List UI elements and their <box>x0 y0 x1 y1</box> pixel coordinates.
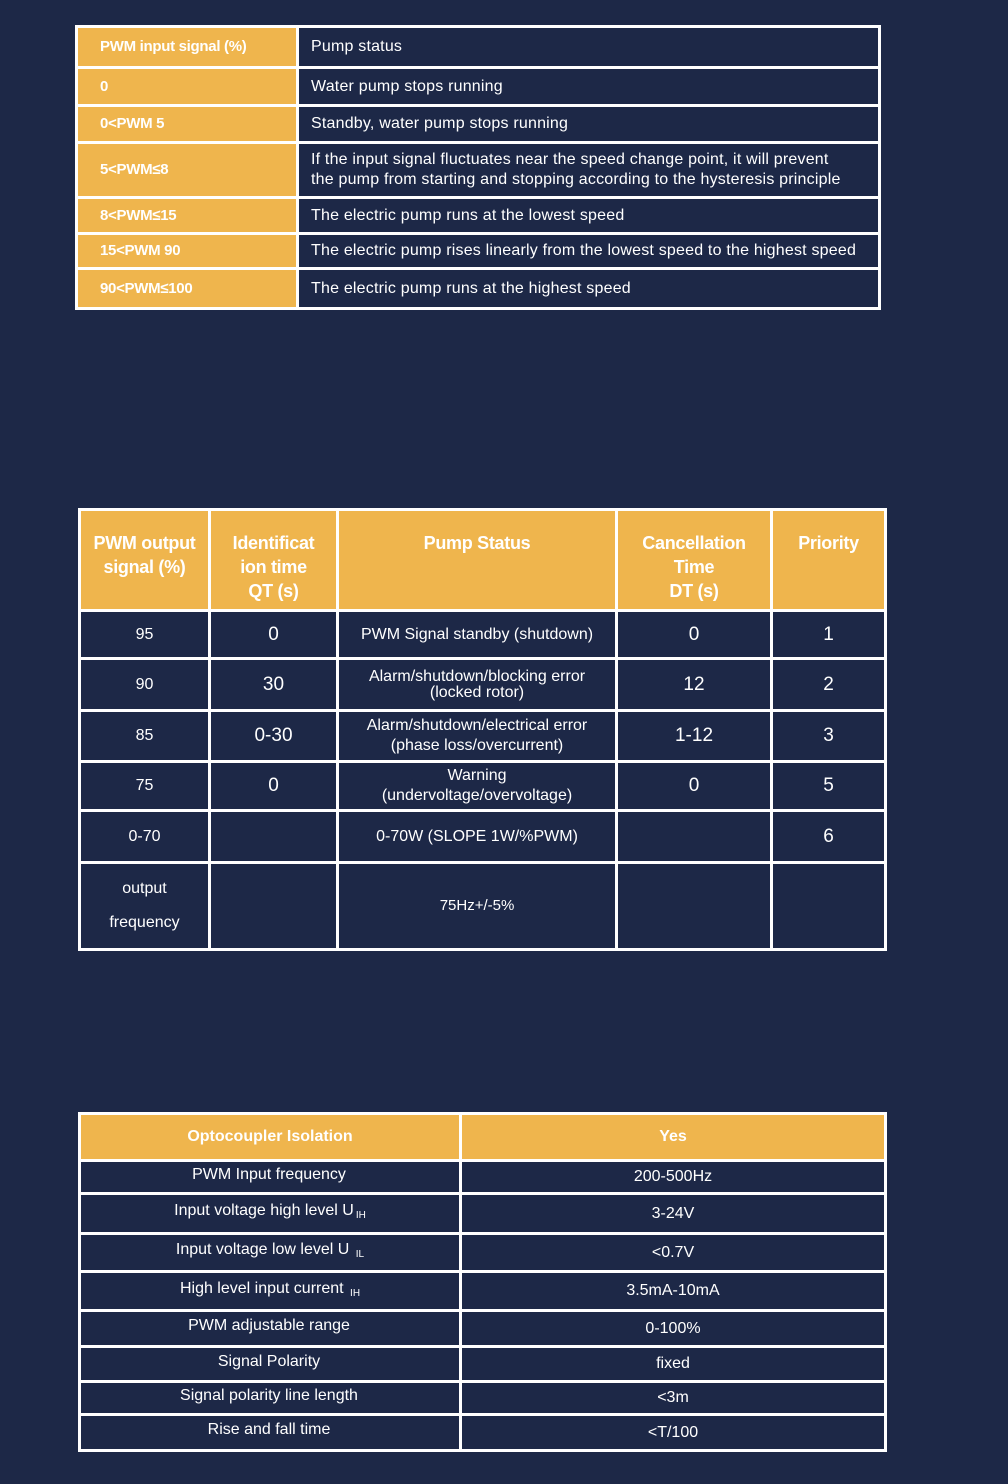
cell-dt: 1-12 <box>617 711 772 762</box>
pwm-input-value: Standby, water pump stops running <box>298 106 880 143</box>
cell-output-frequency-label: output frequency <box>80 863 210 950</box>
spec-key: Rise and fall time <box>80 1415 461 1451</box>
pwm-input-value-line: If the input signal fluctuates near the speed change point, it will prevent <box>311 151 829 168</box>
cell-qt: 0 <box>210 611 338 659</box>
cell-status: PWM Signal standby (shutdown) <box>338 611 617 659</box>
pwm-input-key: 8<PWM≤15 <box>77 198 298 234</box>
cell-priority: 3 <box>772 711 886 762</box>
cell-priority: 6 <box>772 811 886 863</box>
cell-qt: 0-30 <box>210 711 338 762</box>
pwm-input-table <box>75 25 881 310</box>
cell-priority: 2 <box>772 659 886 711</box>
cell-empty <box>210 863 338 950</box>
spec-value: <T/100 <box>461 1415 886 1451</box>
cell-qt: 0 <box>210 762 338 811</box>
spec-value: <0.7V <box>461 1234 886 1272</box>
pwm-input-value: The electric pump rises linearly from the lowest speed to the highest speed <box>298 234 880 269</box>
pwm-input-header-key: PWM input signal (%) <box>77 27 298 68</box>
cell-signal: 75 <box>80 762 210 811</box>
cell-dt: 0 <box>617 611 772 659</box>
pwm-input-value-line: the pump from starting and stopping according to the hysteresis principle <box>311 171 841 188</box>
pwm-input-key: 15<PWM 90 <box>77 234 298 269</box>
spec-key: Input voltage high level U $_{IH}$ <box>80 1194 461 1234</box>
cell-priority: 1 <box>772 611 886 659</box>
cell-dt <box>617 811 772 863</box>
cell-signal: 0-70 <box>80 811 210 863</box>
cell-status: 0-70W (SLOPE 1W/%PWM) <box>338 811 617 863</box>
pwm-input-header-value: Pump status <box>298 27 880 68</box>
cell-qt <box>210 811 338 863</box>
header-cancellation-time: Cancellation Time DT (s) <box>617 510 772 611</box>
pwm-input-value: The electric pump runs at the highest speed <box>298 269 880 309</box>
cell-dt: 12 <box>617 659 772 711</box>
spec-value: 3.5mA-10mA <box>461 1272 886 1311</box>
cell-status: Alarm/shutdown/electrical error (phase loss/overcurrent) <box>338 711 617 762</box>
cell-qt: 30 <box>210 659 338 711</box>
spec-key: PWM adjustable range <box>80 1311 461 1347</box>
spec-value: 0-100% <box>461 1311 886 1347</box>
cell-empty <box>617 863 772 950</box>
spec-value: 200-500Hz <box>461 1161 886 1194</box>
pwm-input-value <box>298 143 880 198</box>
spec-key: Signal polarity line length <box>80 1382 461 1415</box>
header-priority: Priority <box>772 510 886 611</box>
pwm-input-key: 90<PWM≤100 <box>77 269 298 309</box>
cell-priority: 5 <box>772 762 886 811</box>
spec-header-key: Optocoupler Isolation <box>80 1114 461 1161</box>
pwm-input-key: 0 <box>77 68 298 106</box>
pwm-input-key: 5<PWM≤8 <box>77 143 298 198</box>
spec-key: PWM Input frequency <box>80 1161 461 1194</box>
cell-signal: 95 <box>80 611 210 659</box>
spec-value: <3m <box>461 1382 886 1415</box>
header-pwm-output-signal: PWM output signal (%) <box>80 510 210 611</box>
cell-signal: 90 <box>80 659 210 711</box>
pwm-input-key: 0<PWM 5 <box>77 106 298 143</box>
header-identification-time: Identificat ion time QT (s) <box>210 510 338 611</box>
cell-signal: 85 <box>80 711 210 762</box>
spec-value: 3-24V <box>461 1194 886 1234</box>
header-pump-status: Pump Status <box>338 510 617 611</box>
spec-key: Signal Polarity <box>80 1347 461 1382</box>
spec-key: Input voltage low level U $_{IL}$ <box>80 1234 461 1272</box>
cell-status: Alarm/shutdown/blocking error (locked rotor) <box>338 659 617 711</box>
spec-key: High level input current $_{IH}$ <box>80 1272 461 1311</box>
cell-output-frequency-value: 75Hz+/-5% <box>338 863 617 950</box>
pwm-input-value: Water pump stops running <box>298 68 880 106</box>
pwm-input-value: The electric pump runs at the lowest speed <box>298 198 880 234</box>
cell-status: Warning (undervoltage/overvoltage) <box>338 762 617 811</box>
spec-header-value: Yes <box>461 1114 886 1161</box>
pwm-output-table <box>78 508 887 951</box>
cell-dt: 0 <box>617 762 772 811</box>
spec-table <box>78 1112 887 1452</box>
spec-value: fixed <box>461 1347 886 1382</box>
cell-empty <box>772 863 886 950</box>
